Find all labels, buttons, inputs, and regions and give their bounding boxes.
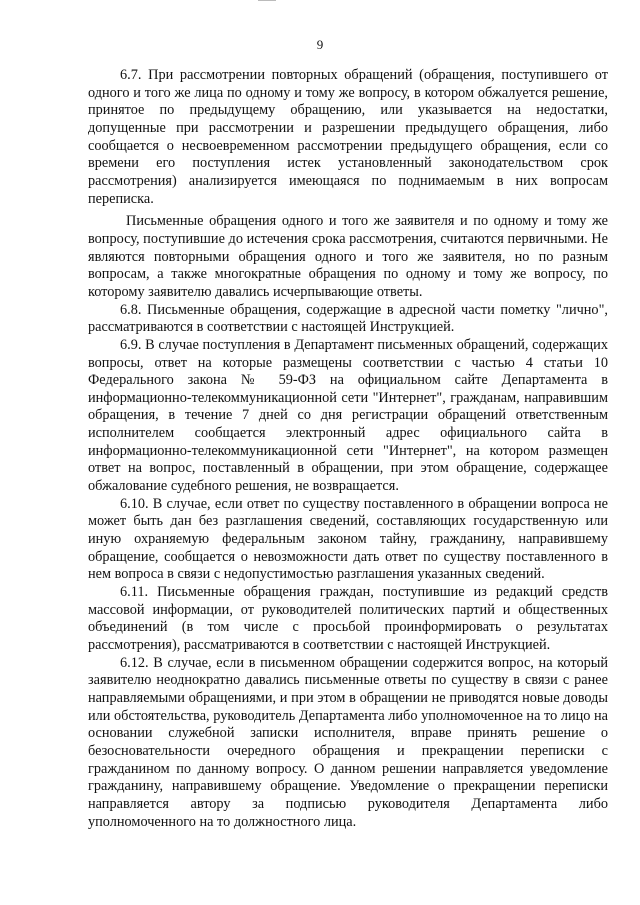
paragraph-6-11: 6.11. Письменные обращения граждан, поступившие из редакций средств массовой информации, от руководителей политических партий и общественных объединений (в том числе с просьбой проинформировать о результатах рассмотрения), рассматриваются в соответствии с настоящей Инструкцией. (88, 584, 608, 653)
paragraph-6-7: 6.7. При рассмотрении повторных обращений (обращения, поступившего от одного и того же лица по одному и тому же вопросу, в котором обжалуется решение, принятое по предыдущему обращению, или указывается на недостатки, допущенные при рассмотрении и разрешении предыдущего обращения, либо сообщается о несвоевременном рассмотрении предыдущего обращения, если со времени его поступления истек установленный законодательством срок рассмотрения) анализируется имеющаяся по поднимаемым в них вопросам переписка. (88, 67, 608, 207)
paragraph-6-12: 6.12. В случае, если в письменном обращении содержится вопрос, на который заявителю неоднократно давались письменные ответы по существу в связи с ранее направляемыми обращениями, и при этом в обращении не приводятся новые доводы или обстоятельства, руководитель Департамента либо уполномоченное на то лицо на основании служебной записки исполнителя, вправе принять решение о безосновательности очередного обращения и прекращении переписки с гражданином по данному вопросу. О данном решении направляется уведомление гражданину, направившему обращение. Уведомление о прекращении переписки направляется автору за подписью руководителя Департамента либо уполномоченного на то должностного лица. (88, 654, 608, 830)
paragraph-6-8: 6.8. Письменные обращения, содержащие в адресной части пометку "лично", рассматриваются в соответствии с настоящей Инструкцией. (88, 301, 608, 336)
scan-mark (258, 0, 276, 4)
paragraph-6-10: 6.10. В случае, если ответ по существу поставленного в обращении вопроса не может быть дан без разглашения сведений, составляющих государственную или иную охраняемую федеральным законом тайну, гражданину, направившему обращение, сообщается о невозможности дать ответ по существу поставленного в нем вопроса в связи с недопустимостью разглашения указанных сведений. (88, 495, 608, 583)
paragraph-6-9: 6.9. В случае поступления в Департамент письменных обращений, содержащих вопросы, ответ на которые размещены соответствии с частью 4 статьи 10 Федерального закона № 59-ФЗ на официальном сайте Департамента в информационно-телекоммуникационной сети "Интернет", гражданам, направившим обращения, в течение 7 дней со дня регистрации обращений ответственным исполнителем сообщается электронный адрес официального сайта в информационно-телекоммуникационной сети "Интернет", на котором размещен ответ на вопрос, поставленный в обращении, при этом обращение, содержащее обжалование судебного решения, не возвращается. (88, 336, 608, 495)
document-body (88, 67, 608, 831)
page-number: 9 (316, 37, 324, 52)
paragraph-6-7-continued: Письменные обращения одного и того же заявителя и по одному и тому же вопросу, поступившие до истечения срока рассмотрения, считаются первичными. Не являются повторными обращения одного и того же заявителя, но по разным вопросам, а также многократные обращения по одному и тому же вопросу, по которому заявителю давались исчерпывающие ответы. (88, 213, 608, 300)
